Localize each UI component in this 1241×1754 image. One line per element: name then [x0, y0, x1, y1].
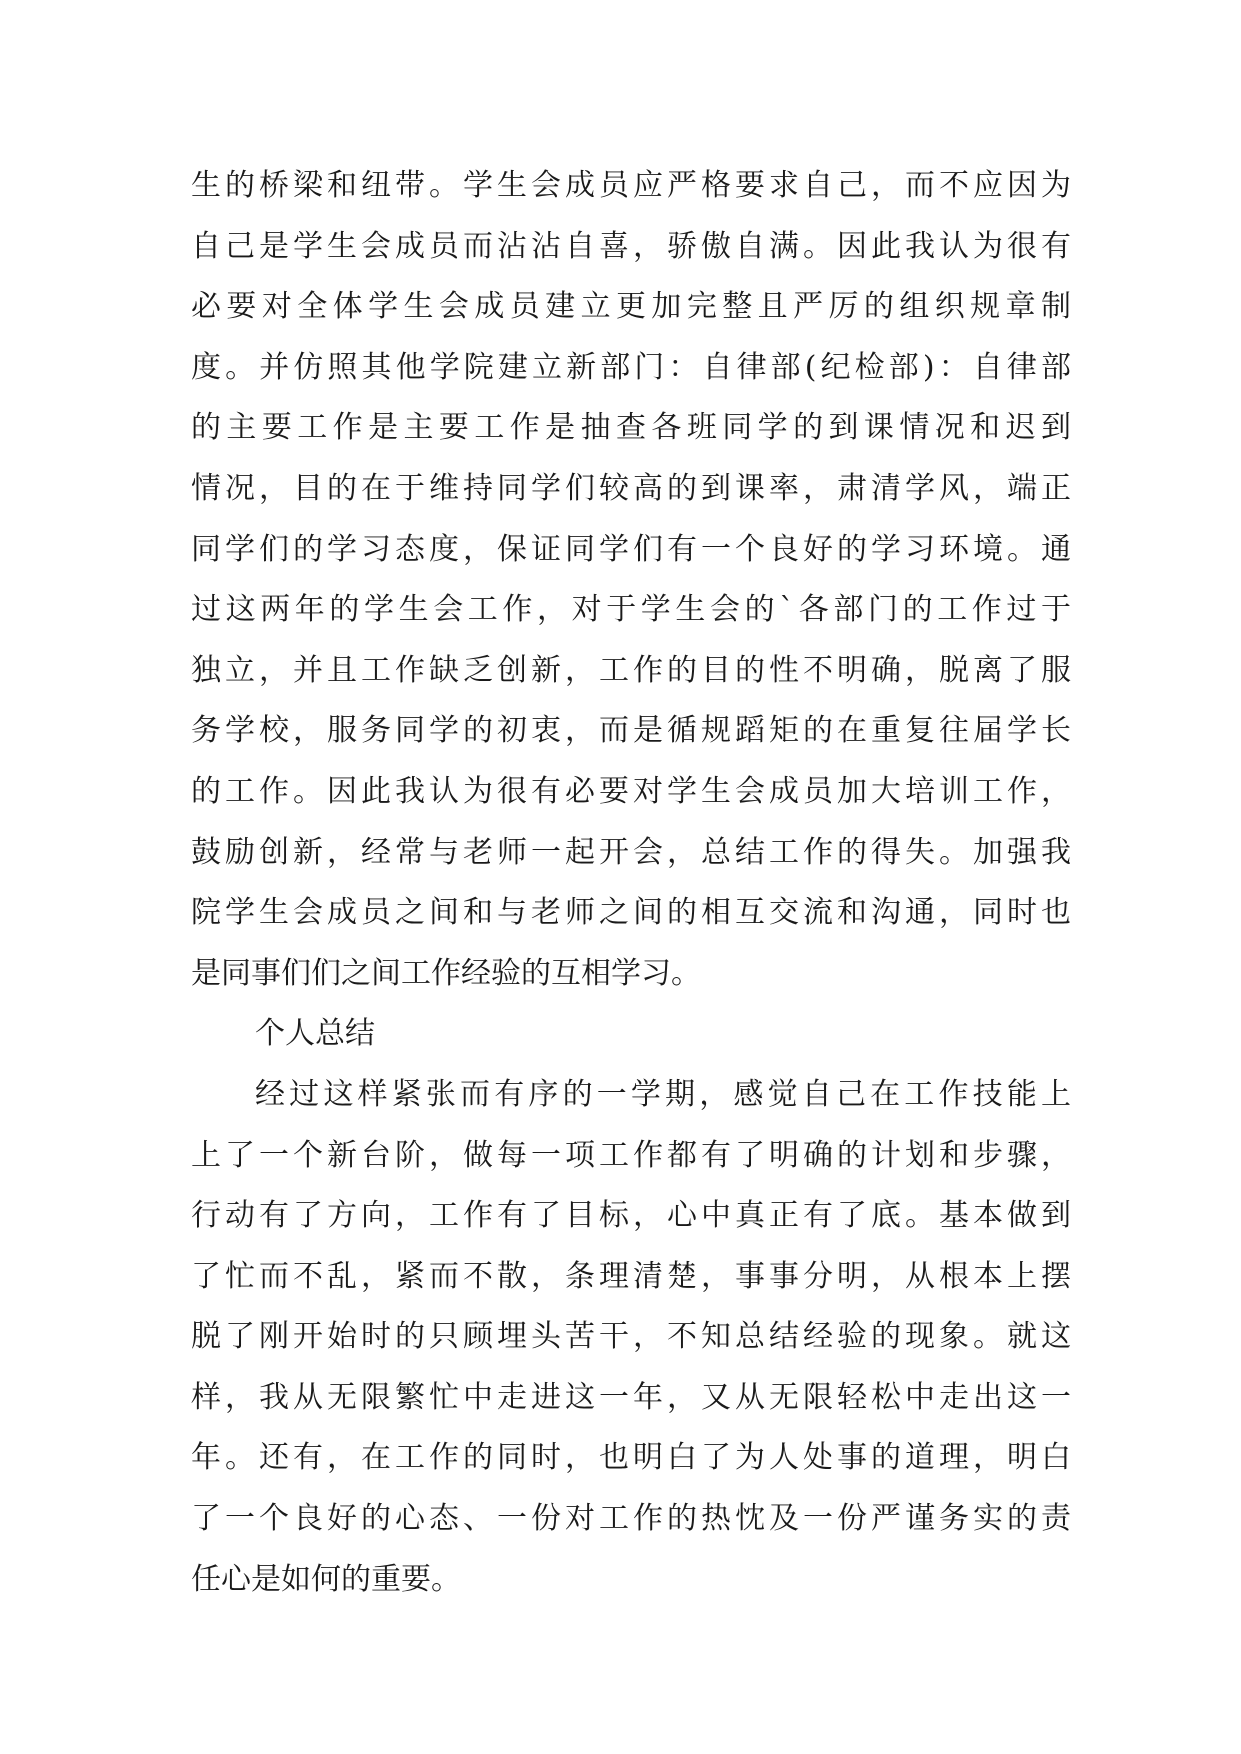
text-line: 是同事们们之间工作经验的互相学习。 [191, 955, 701, 991]
text-line: 行动有了方向，工作有了目标，心中真正有了底。基本做到 [191, 1198, 1071, 1234]
text-line: 鼓励创新，经常与老师一起开会，总结工作的得失。加强我 [191, 834, 1071, 870]
text-line: 脱了刚开始时的只顾埋头苦干，不知总结经验的现象。就这 [191, 1319, 1071, 1355]
text-line: 院学生会成员之间和与老师之间的相互交流和沟通，同时也 [191, 895, 1071, 931]
text-line: 同学们的学习态度，保证同学们有一个良好的学习环境。通 [191, 531, 1071, 567]
section-heading: 个人总结 [255, 1016, 375, 1052]
text-line: 年。还有，在工作的同时，也明白了为人处事的道理，明白 [191, 1440, 1071, 1476]
text-line: 了一个良好的心态、一份对工作的热忱及一份严谨务实的责 [191, 1501, 1071, 1537]
text-line: 了忙而不乱，紧而不散，条理清楚，事事分明，从根本上摆 [191, 1258, 1071, 1294]
text-line: 生的桥梁和纽带。学生会成员应严格要求自己，而不应因为 [191, 168, 1071, 203]
document-body [191, 156, 1071, 1610]
text-line: 情况，目的在于维持同学们较高的到课率，肃清学风，端正 [191, 470, 1071, 506]
text-line: 的工作。因此我认为很有必要对学生会成员加大培训工作， [191, 773, 1071, 809]
text-line: 经过这样紧张而有序的一学期，感觉自己在工作技能上 [255, 1076, 1071, 1112]
text-line: 的主要工作是主要工作是抽查各班同学的到课情况和迟到 [191, 410, 1071, 446]
text-line: 必要对全体学生会成员建立更加完整且严厉的组织规章制 [191, 289, 1071, 325]
text-line: 上了一个新台阶，做每一项工作都有了明确的计划和步骤， [191, 1137, 1071, 1173]
text-line: 独立，并且工作缺乏创新，工作的目的性不明确，脱离了服 [191, 652, 1071, 688]
text-line: 自己是学生会成员而沾沾自喜，骄傲自满。因此我认为很有 [191, 228, 1071, 264]
text-line: 过这两年的学生会工作，对于学生会的`各部门的工作过于 [191, 592, 1071, 628]
text-line: 度。并仿照其他学院建立新部门：自律部(纪检部)：自律部 [191, 349, 1071, 385]
text-line: 任心是如何的重要。 [191, 1561, 461, 1597]
text-line: 务学校，服务同学的初衷，而是循规蹈矩的在重复往届学长 [191, 713, 1071, 749]
text-line: 样，我从无限繁忙中走进这一年，又从无限轻松中走出这一 [191, 1379, 1071, 1415]
